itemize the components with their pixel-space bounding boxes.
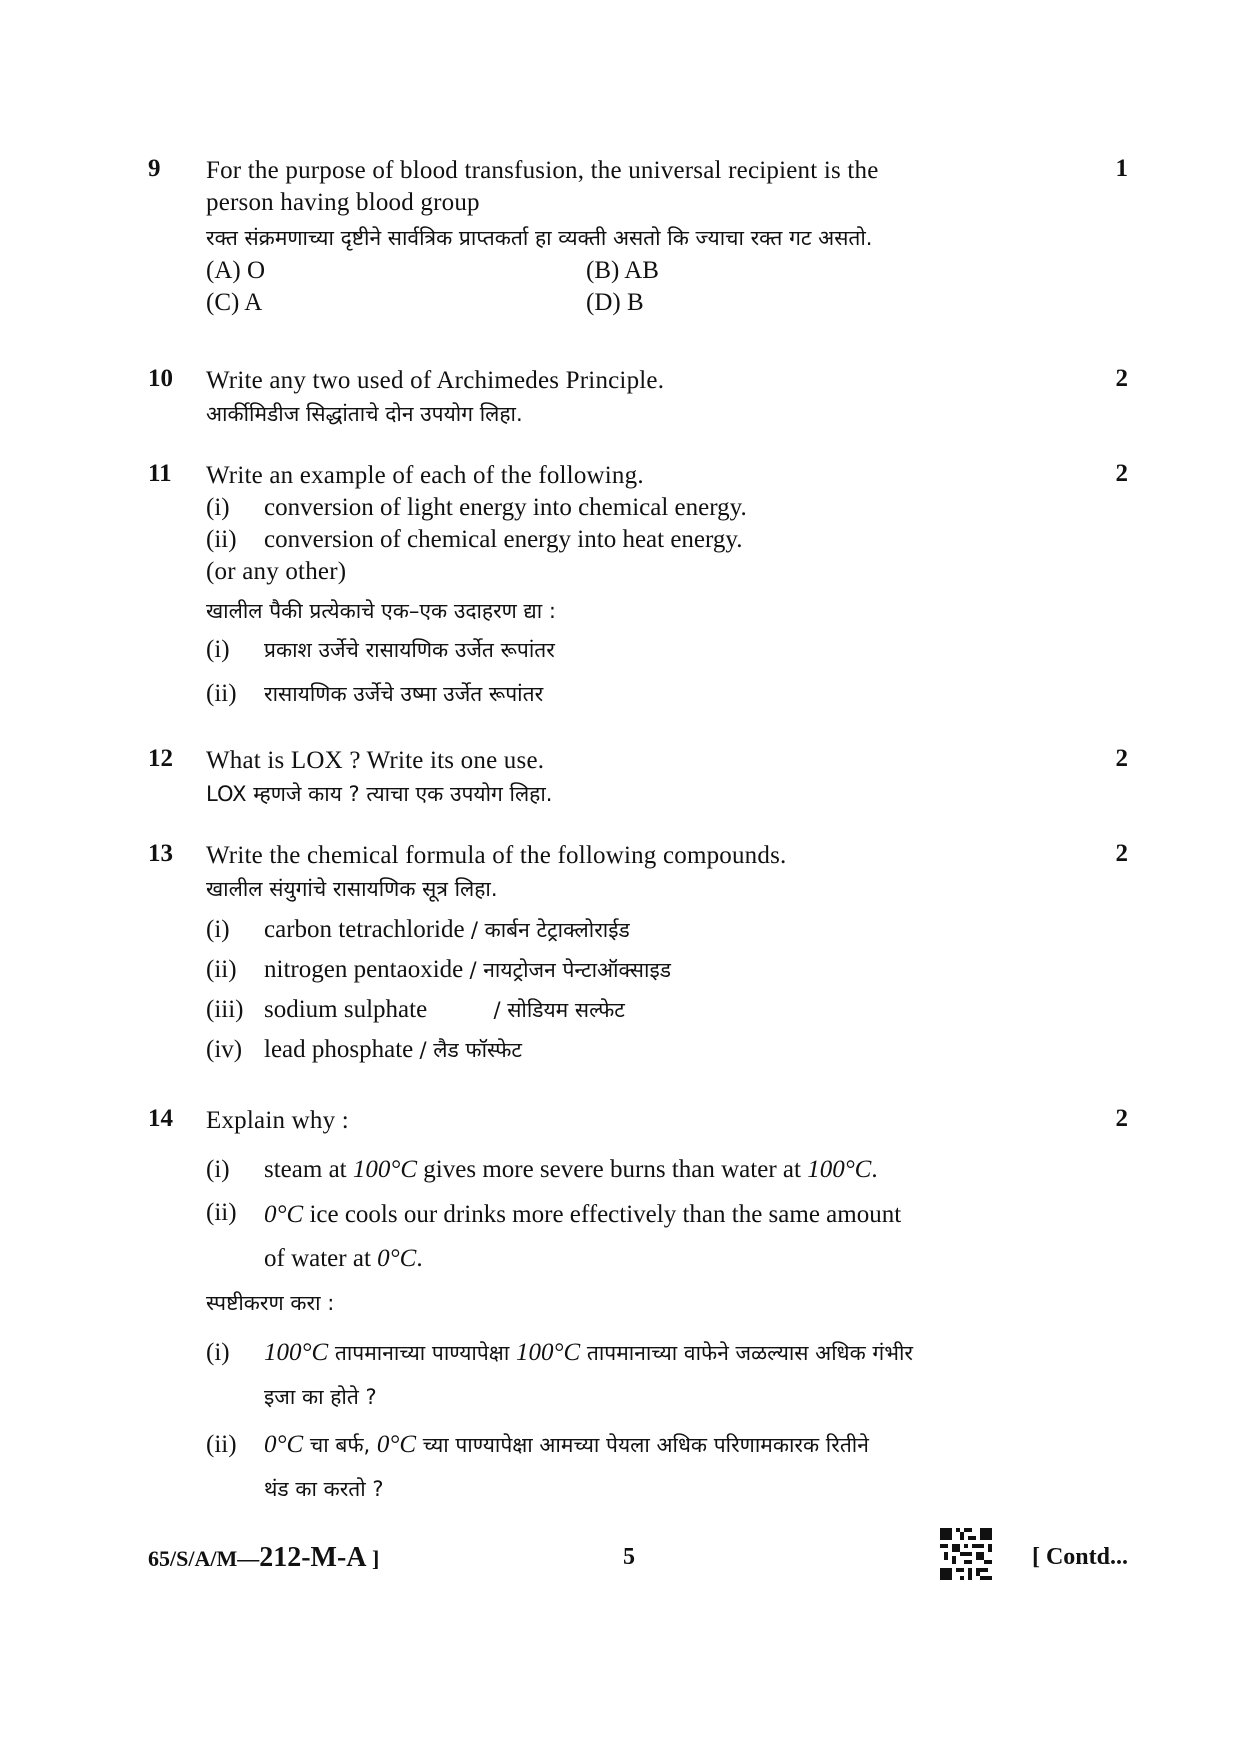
question-text-en: What is LOX ? Write its one use. <box>206 747 545 774</box>
list-item: (i) steam at 100°C gives more severe burns than water at 100°C. <box>206 1156 878 1183</box>
question-text-mr: स्पष्टीकरण करा : <box>206 1291 335 1315</box>
option-d: (D) B <box>586 289 644 316</box>
question-text-en: For the purpose of blood transfusion, the universal recipient is the <box>206 157 879 184</box>
list-item: (ii) 0°C चा बर्फ, 0°C च्या पाण्यापेक्षा आमच्या पेयला अधिक परिणामकारक रितीने थंड का करतो ? <box>206 1431 869 1501</box>
question-13 <box>148 840 1128 1070</box>
list-item: (ii) 0°C ice cools our drinks more effectively than the same amount of water at 0°C. <box>206 1199 902 1272</box>
question-text-mr: रक्त संक्रमणाच्या दृष्टीने सार्वत्रिक प्राप्तकर्ता हा व्यक्ती असतो कि ज्याचा रक्त गट असतो. <box>206 226 873 250</box>
paper-code: 65/S/A/M—212-M-A ] <box>148 1542 380 1573</box>
list-item: (ii) conversion of chemical energy into heat energy. <box>206 526 743 553</box>
question-text-mr: खालील संयुगांचे रासायणिक सूत्र लिहा. <box>206 877 498 901</box>
question-10 <box>148 365 1128 431</box>
question-12 <box>148 745 1128 811</box>
list-item: (i) 100°C तापमानाच्या पाण्यापेक्षा 100°C तापमानाच्या वाफेने जळल्यास अधिक गंभीर इजा का होते ? <box>206 1339 913 1409</box>
list-item: (ii) nitrogen pentaoxide / नायट्रोजन पेन्टाऑक्साइड <box>206 956 671 983</box>
question-11 <box>148 460 1128 716</box>
question-text-en: person having blood group <box>206 189 480 216</box>
list-item: (iv) lead phosphate / लैड फॉस्फेट <box>206 1036 522 1063</box>
page-number: 5 <box>623 1544 635 1570</box>
question-marks: 2 <box>1115 365 1128 392</box>
question-9 <box>148 155 1128 319</box>
question-text-en: Write an example of each of the following. <box>206 462 644 489</box>
option-b: (B) AB <box>586 257 659 284</box>
question-text-mr: LOX म्हणजे काय ? त्याचा एक उपयोग लिहा. <box>206 782 553 806</box>
question-text-mr: खालील पैकी प्रत्येकाचे एक–एक उदाहरण द्या : <box>206 599 556 623</box>
question-marks: 2 <box>1115 840 1128 867</box>
question-number: 9 <box>148 155 161 182</box>
question-note: (or any other) <box>206 558 347 585</box>
qr-code-icon <box>940 1528 992 1580</box>
list-item: (iii) sodium sulphate / सोडियम सल्फेट <box>206 996 625 1023</box>
question-text-mr: आर्कीमिडीज सिद्धांताचे दोन उपयोग लिहा. <box>206 402 523 426</box>
continued-label: [ Contd... <box>1031 1544 1128 1570</box>
question-marks: 2 <box>1115 745 1128 772</box>
question-text-en: Write any two used of Archimedes Principle. <box>206 367 665 394</box>
question-text-en: Write the chemical formula of the following compounds. <box>206 842 787 869</box>
option-c: (C) A <box>206 289 263 316</box>
options <box>206 255 1076 319</box>
question-14 <box>148 1105 1128 1511</box>
question-number: 10 <box>148 365 173 392</box>
question-number: 12 <box>148 745 173 772</box>
question-number: 13 <box>148 840 173 867</box>
question-marks: 2 <box>1115 460 1128 487</box>
page-footer <box>148 1538 1128 1578</box>
list-item: (i) conversion of light energy into chemical energy. <box>206 494 747 521</box>
option-a: (A) O <box>206 257 266 284</box>
question-number: 11 <box>148 460 172 487</box>
list-item: (ii) रासायणिक उर्जेचे उष्मा उर्जेत रूपांतर <box>206 680 544 707</box>
question-marks: 2 <box>1115 1105 1128 1132</box>
list-item: (i) carbon tetrachloride / कार्बन टेट्राक्लोराईड <box>206 916 630 943</box>
question-text-en: Explain why : <box>206 1107 349 1134</box>
list-item: (i) प्रकाश उर्जेचे रासायणिक उर्जेत रूपांतर <box>206 636 555 663</box>
question-number: 14 <box>148 1105 173 1132</box>
question-marks: 1 <box>1115 155 1128 182</box>
